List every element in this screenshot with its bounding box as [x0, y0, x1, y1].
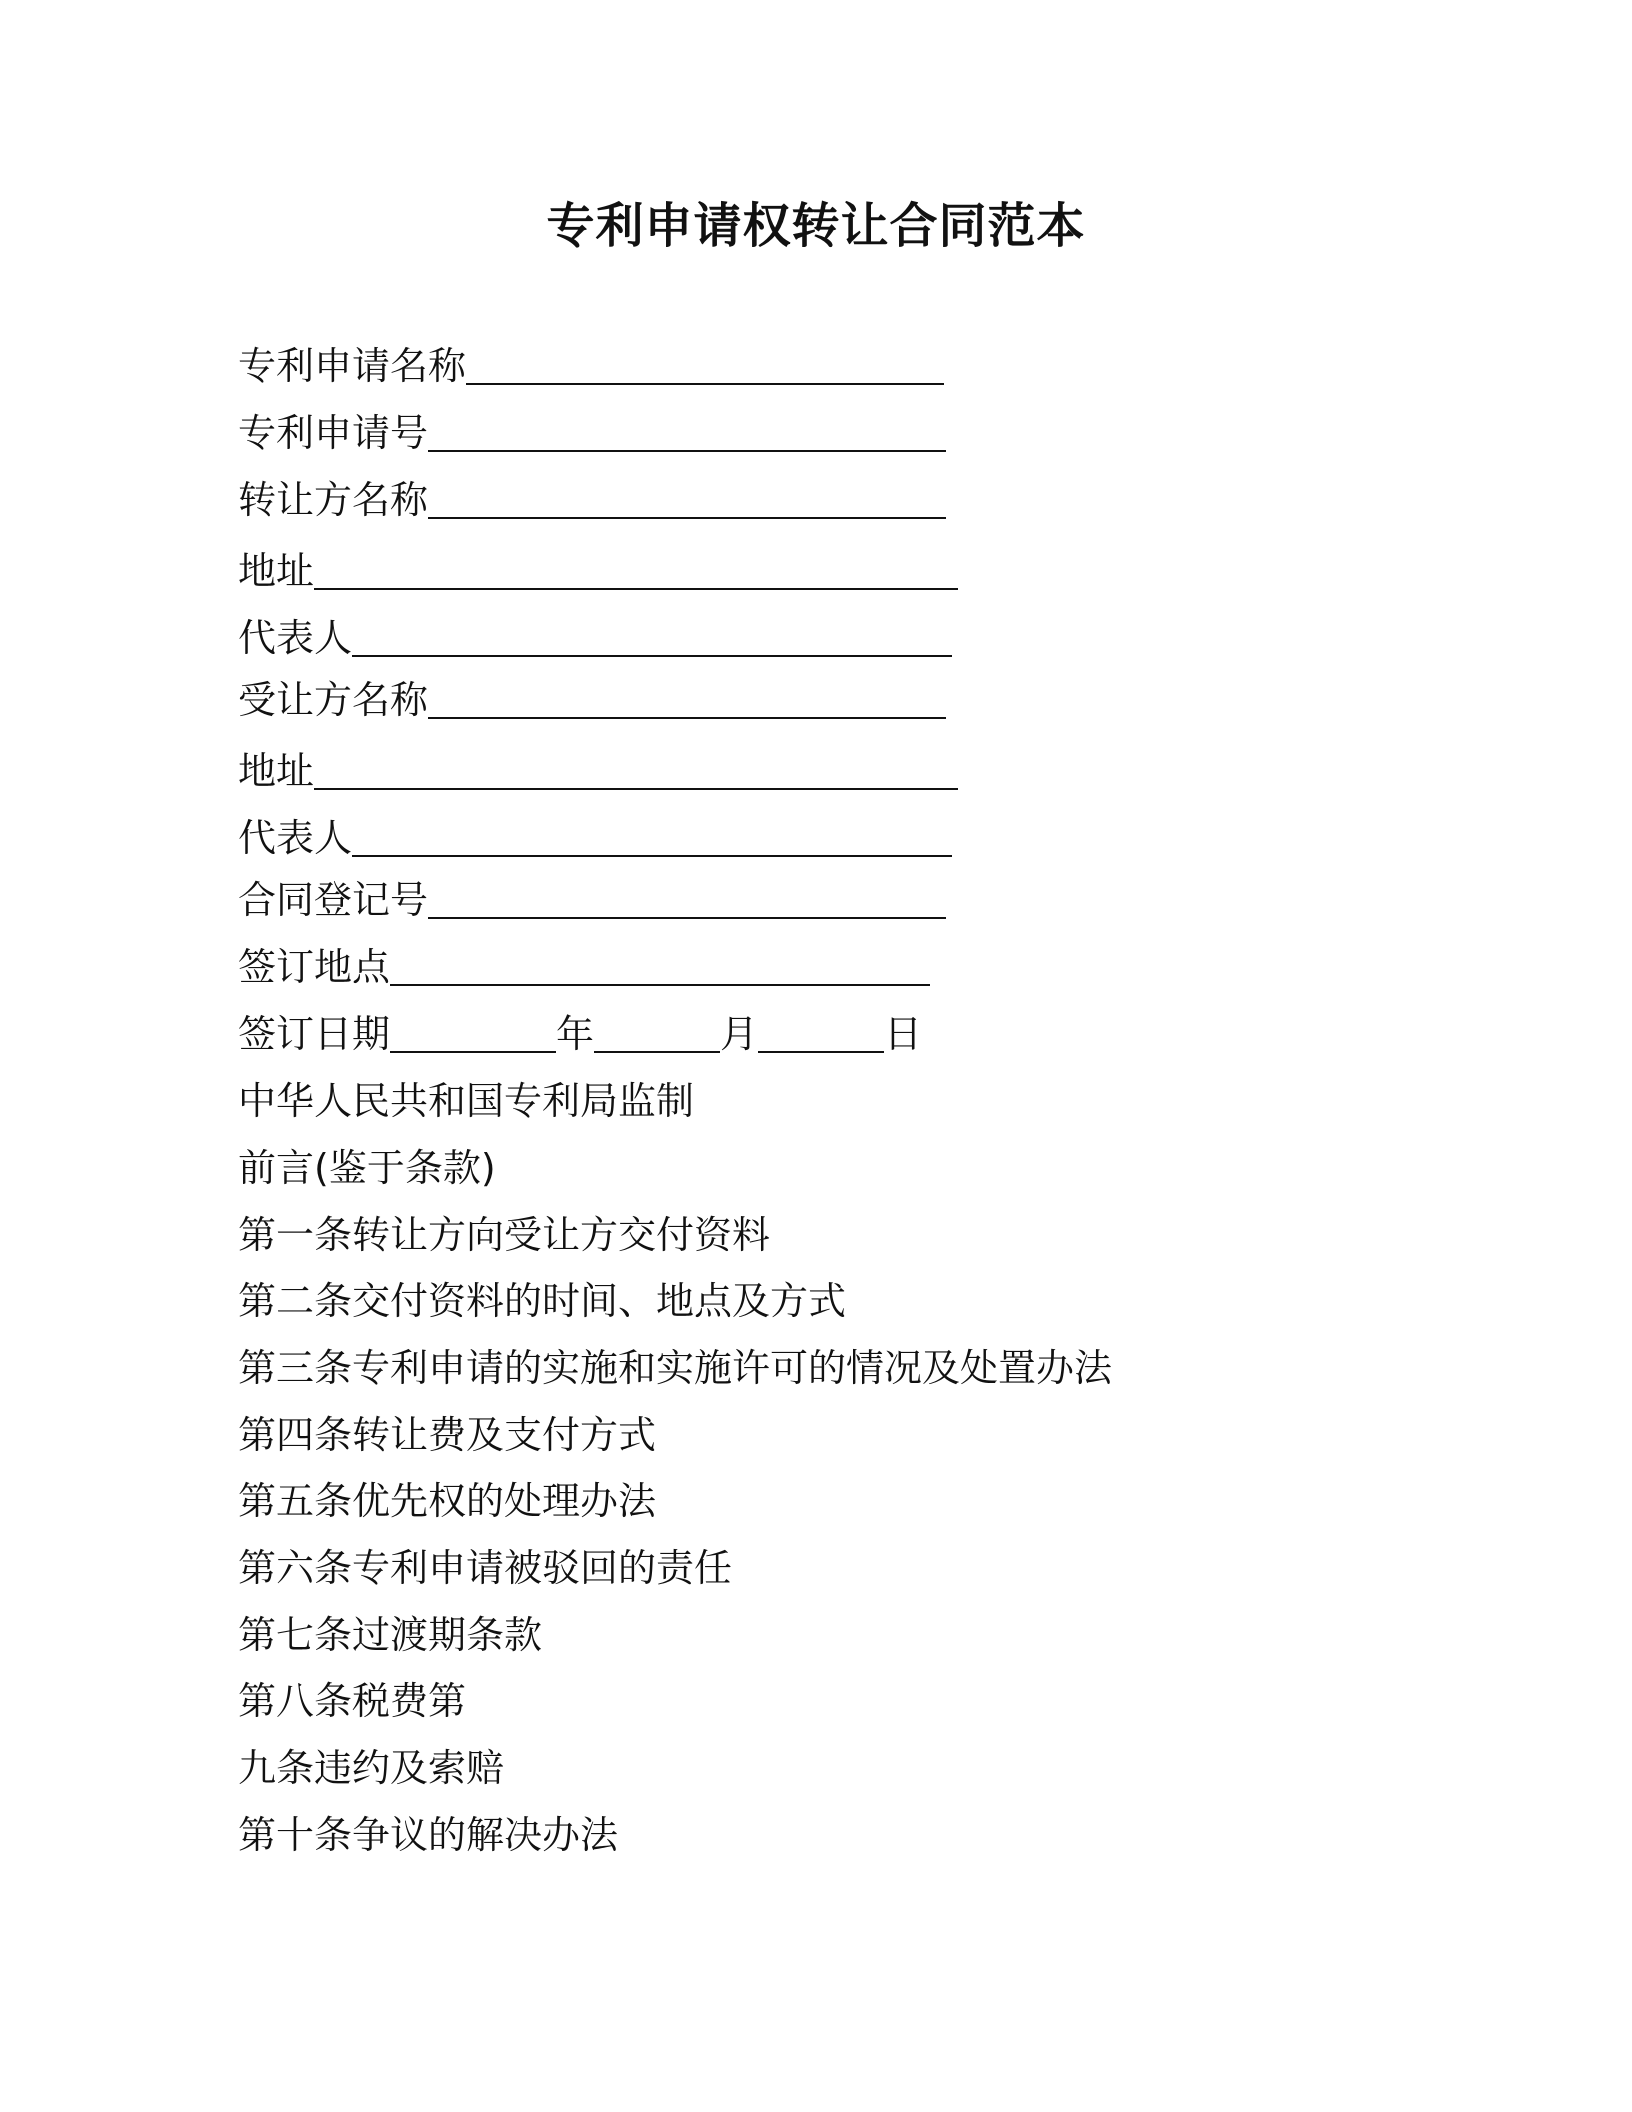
field-label: 签订地点 [238, 945, 391, 989]
field-patent-application-name [238, 341, 944, 391]
field-transferor-address [238, 546, 958, 596]
document-title: 专利申请权转让合同范本 [546, 198, 1086, 254]
field-label: 代表人 [238, 816, 353, 860]
month-blank[interactable] [594, 1011, 720, 1053]
field-blank[interactable] [428, 877, 946, 919]
field-transferor-name [238, 475, 946, 525]
section-article-4: 第四条转让费及支付方式 [238, 1413, 657, 1457]
signing-date-row [238, 1009, 922, 1059]
field-transferee-address [238, 746, 958, 796]
field-blank[interactable] [428, 477, 946, 519]
field-blank[interactable] [352, 615, 952, 657]
field-label: 专利申请号 [238, 411, 429, 455]
section-preamble: 前言(鉴于条款) [238, 1146, 496, 1190]
field-label: 专利申请名称 [238, 344, 467, 388]
section-article-3: 第三条专利申请的实施和实施许可的情况及处置办法 [238, 1346, 1113, 1390]
signing-date-label: 签订日期 [238, 1012, 391, 1056]
field-transferee-name [238, 675, 946, 725]
field-blank[interactable] [428, 410, 946, 452]
field-label: 转让方名称 [238, 478, 429, 522]
year-blank[interactable] [390, 1011, 556, 1053]
field-label: 代表人 [238, 616, 353, 660]
field-blank[interactable] [390, 944, 930, 986]
field-blank[interactable] [314, 748, 958, 790]
field-transferor-representative [238, 613, 952, 663]
section-article-10: 第十条争议的解决办法 [238, 1813, 619, 1857]
field-blank[interactable] [352, 815, 952, 857]
field-label: 合同登记号 [238, 878, 429, 922]
section-article-1: 第一条转让方向受让方交付资料 [238, 1213, 771, 1257]
supervisor-line: 中华人民共和国专利局监制 [238, 1079, 695, 1123]
field-label: 地址 [238, 749, 315, 793]
field-patent-application-number [238, 408, 946, 458]
day-blank[interactable] [758, 1011, 884, 1053]
section-article-2: 第二条交付资料的时间、地点及方式 [238, 1279, 847, 1323]
year-label: 年 [556, 1012, 595, 1056]
field-label: 受让方名称 [238, 678, 429, 722]
day-label: 日 [884, 1012, 923, 1056]
section-article-6: 第六条专利申请被驳回的责任 [238, 1546, 733, 1590]
field-signing-place [238, 942, 930, 992]
section-article-8: 第八条税费第 [238, 1679, 467, 1723]
field-blank[interactable] [314, 548, 958, 590]
field-blank[interactable] [428, 677, 946, 719]
field-transferee-representative [238, 813, 952, 863]
section-article-9: 九条违约及索赔 [238, 1746, 505, 1790]
field-contract-registration-number [238, 875, 946, 925]
section-article-7: 第七条过渡期条款 [238, 1613, 543, 1657]
field-label: 地址 [238, 549, 315, 593]
field-blank[interactable] [466, 343, 944, 385]
month-label: 月 [720, 1012, 759, 1056]
section-article-5: 第五条优先权的处理办法 [238, 1479, 657, 1523]
